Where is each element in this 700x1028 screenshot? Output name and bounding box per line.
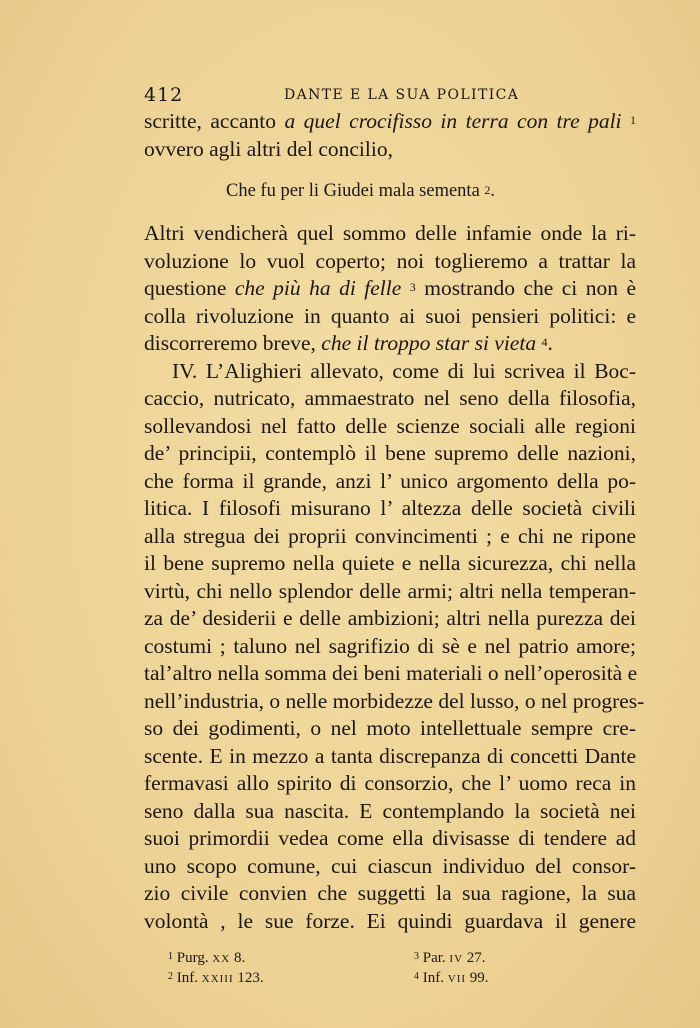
- text-line: discorreremo breve, che il troppo star si vieta $^4$.: [144, 331, 553, 355]
- text-line: virtù, chi nello splendor delle armi; altri nella temperan-: [144, 578, 636, 603]
- text-line: sollevandosi nel fatto delle scienze sociali alle regioni: [144, 413, 636, 438]
- text-line: litica. I filosofi misurano l’ altezza delle società civili: [144, 496, 636, 520]
- text-line: alla stregua dei proprii convincimenti ; e chi ne ripone: [144, 523, 636, 548]
- text-line: zio civile convien che suggetti la sua ragione, la sua: [144, 881, 636, 905]
- main-text: [144, 108, 645, 935]
- footnote: $^4$ Inf. vii 99.: [414, 970, 489, 986]
- text-line: de’ principii, contemplò il bene supremo delle nazioni,: [144, 441, 636, 465]
- text-line: questione che più ha di felle $^3$ mostrando che ci non è: [144, 276, 636, 300]
- footnote: $^3$ Par. iv 27.: [414, 950, 486, 966]
- text-line: voluzione lo vuol coperto; noi toglieremo a trattar la: [144, 248, 636, 273]
- text-line: fermavasi allo spirito di consorzio, che l’ uomo reca in: [144, 771, 636, 795]
- footnote: $^1$ Purg. xx 8.: [168, 950, 246, 966]
- footnote: $^2$ Inf. xxiii 123.: [168, 970, 264, 986]
- text-line: uno scopo comune, cui ciascun individuo del consor-: [144, 853, 636, 878]
- text-line: costumi ; taluno nel sagrifizio di sè e nel patrio amore;: [144, 633, 636, 658]
- text-line: scente. E in mezzo a tanta discrepanza di concetti Dante: [144, 743, 636, 768]
- page-header: [144, 84, 636, 108]
- text-line: volontà , le sue forze. Ei quindi guardava il genere: [144, 908, 636, 933]
- text-line: so dei godimenti, o nel moto intellettuale sempre cre-: [144, 716, 636, 740]
- text-line: IV. L’Alighieri allevato, come di lui scrivea il Boc-: [172, 358, 636, 383]
- text-line: za de’ desiderii e delle ambizioni; altri nella purezza dei: [144, 606, 636, 630]
- quoted-verse: Che fu per li Giudei mala sementa $^2$.: [226, 181, 496, 201]
- text-line: ovvero agli altri del concilio,: [144, 136, 393, 161]
- footnote-mark: 3: [409, 280, 416, 294]
- footnote-mark: 4: [541, 335, 548, 349]
- text-line: seno dalla sua nascita. E contemplando la società nei: [144, 798, 636, 823]
- text-line: scritte, accanto a quel crocifisso in terra con tre pali $^1$: [144, 109, 637, 133]
- text-line: nell’industria, o nelle morbidezze del lusso, o nel progres-: [144, 688, 645, 713]
- text-line: tal’altro nella somma dei beni materiali o nell’operosità e: [144, 661, 638, 685]
- page-number: 412: [144, 84, 184, 106]
- verse-text: Che fu per li Giudei mala sementa: [226, 181, 480, 201]
- text-line: il bene supremo nella quiete e nella sicurezza, chi nella: [144, 551, 636, 575]
- footnote-mark: 1: [630, 113, 637, 127]
- footnote-mark: 2: [484, 183, 491, 197]
- text-line: suoi primordii vedea come ella divisasse di tendere ad: [144, 826, 636, 850]
- text-line: che forma il grande, anzi l’ unico argomento della po-: [144, 468, 636, 493]
- text-line: caccio, nutricato, ammaestrato nel seno della filosofia,: [144, 386, 636, 410]
- text-line: colla rivoluzione in quanto ai suoi pensieri politici: e: [144, 303, 636, 328]
- running-head: DANTE E LA SUA POLITICA: [284, 87, 520, 103]
- text-line: Altri vendicherà quel sommo delle infamie onde la ri-: [144, 221, 636, 245]
